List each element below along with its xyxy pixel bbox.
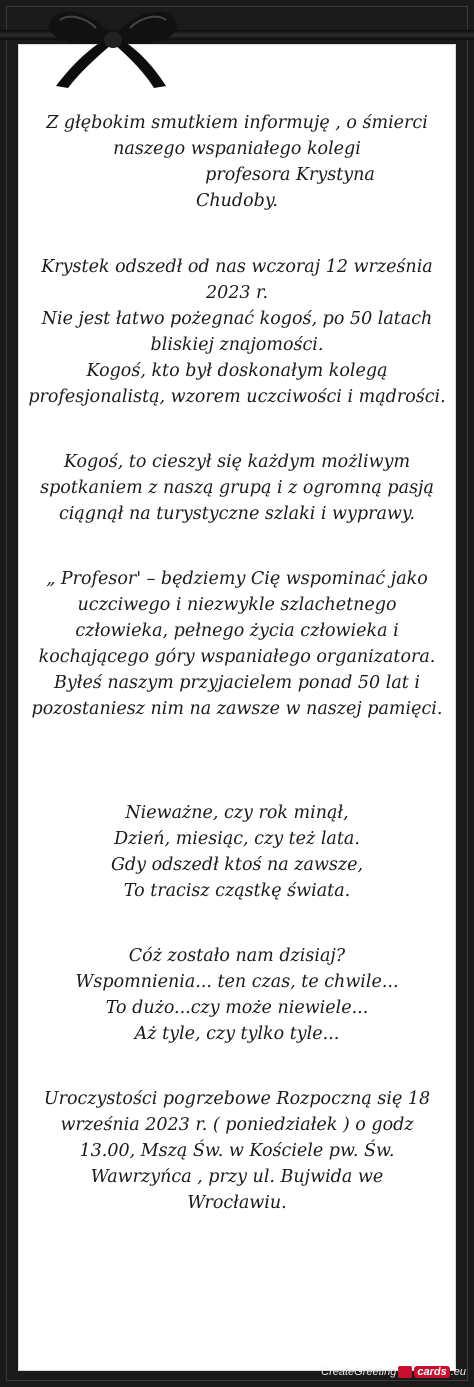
text-line: Chudoby.	[196, 191, 278, 211]
poem-line: Gdy odszedł ktoś na zawsze,	[110, 855, 364, 875]
text-line: Nie jest łatwo pożegnać kogoś, po 50 latach	[41, 309, 433, 329]
text-line: pozostaniesz nim na zawsze w naszej pamięci.	[31, 699, 443, 719]
funeral-info-line: 13.00, Mszą Św. w Kościele pw. Św.	[79, 1141, 395, 1161]
card-paper	[18, 44, 456, 1371]
text-line: ciągnął na turystyczne szlaki i wyprawy.	[58, 504, 416, 524]
brand-logo[interactable]	[321, 1362, 466, 1382]
poem-line: To dużo...czy może niewiele...	[105, 998, 369, 1018]
poem-line: Dzień, miesiąc, czy też lata.	[114, 829, 360, 849]
gift-icon	[398, 1366, 412, 1378]
funeral-info-line: Wrocławiu.	[187, 1193, 287, 1213]
text-line: profesora Krystyna	[205, 165, 375, 185]
text-line: 2023 r.	[205, 283, 269, 303]
logo-text-primary: CreateGreeting	[321, 1366, 397, 1378]
text-line: „ Profesor' – będziemy Cię wspominać jako	[46, 569, 428, 589]
funeral-info-line: Uroczystości pogrzebowe Rozpoczną się 18	[43, 1089, 431, 1109]
text-line: Krystek odszedł od nas wczoraj 12 września	[41, 257, 433, 277]
text-line: bliskiej znajomości.	[150, 335, 324, 355]
poem-line: Cóż zostało nam dzisiaj?	[128, 946, 346, 966]
text-line: Kogoś, kto był doskonałym kolegą	[86, 361, 388, 381]
poem-line: Wspomnienia... ten czas, te chwile...	[75, 972, 399, 992]
text-line: profesjonalistą, wzorem uczciwości i mądrości.	[28, 387, 446, 407]
text-line: kochającego góry wspaniałego organizatora.	[38, 647, 436, 667]
poem-line: Nieważne, czy rok minął,	[125, 803, 349, 823]
text-line: uczciwego i niezwykle szlachetnego	[77, 595, 397, 615]
black-ribbon-bow-icon	[38, 0, 188, 92]
text-line: człowieka, pełnego życia człowieka i	[75, 621, 399, 641]
logo-text-domain: .eu	[450, 1366, 466, 1378]
text-line: Z głębokim smutkiem informuję , o śmierci	[46, 113, 428, 133]
text-line: Kogoś, to cieszył się każdym możliwym	[63, 452, 411, 472]
text-line: Byłeś naszym przyjacielem ponad 50 lat i	[54, 673, 420, 693]
funeral-info-line: Wawrzyńca , przy ul. Bujwida we	[90, 1167, 384, 1187]
poem-line: To tracisz cząstkę świata.	[123, 881, 351, 901]
funeral-info-line: września 2023 r. ( poniedziałek ) o godz	[60, 1115, 414, 1135]
text-line: naszego wspaniałego kolegi	[113, 139, 361, 159]
logo-text-accent: cards	[414, 1366, 449, 1378]
poem-line: Aż tyle, czy tylko tyle...	[134, 1024, 340, 1044]
text-line: spotkaniem z naszą grupą i z ogromną pasją	[40, 478, 434, 498]
